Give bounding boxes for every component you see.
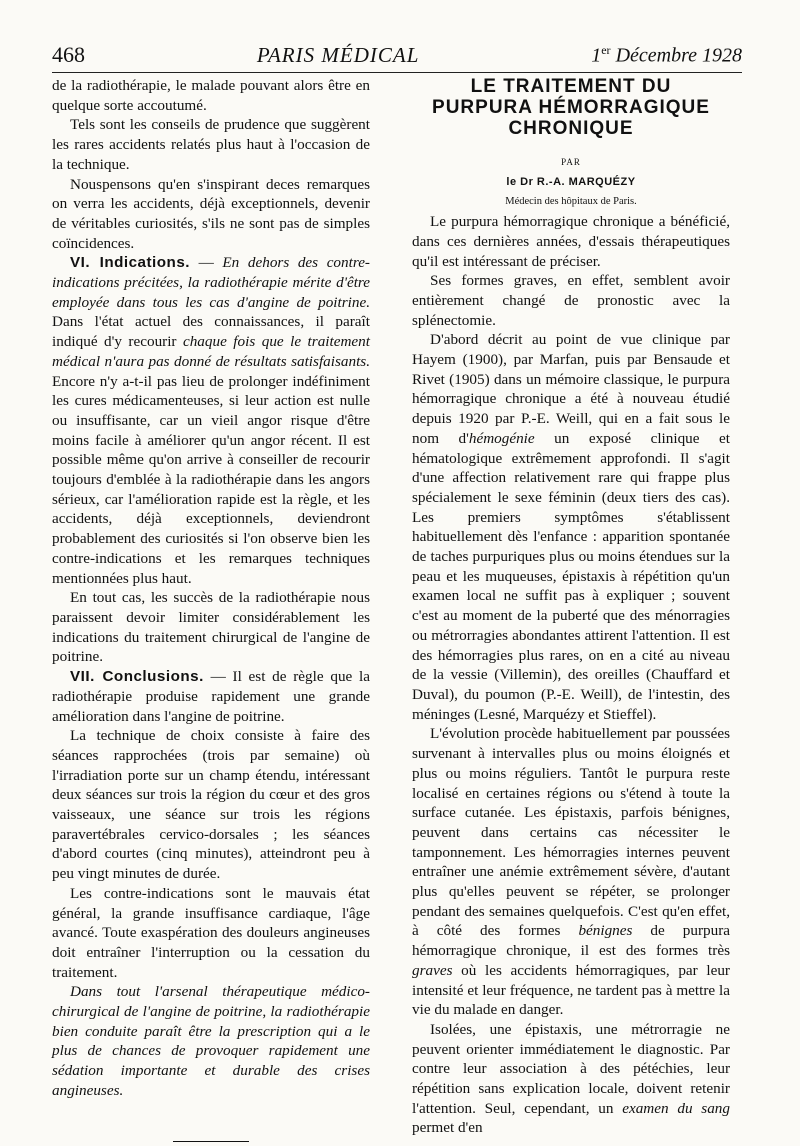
issue-date xyxy=(591,43,742,68)
paragraph: Le purpura hémorragique chronique a bénéficié, dans ces dernières années, d'essais thérapeutiques qu'il est intéressant de préciser. xyxy=(412,213,730,270)
paragraph: Ses formes graves, en effet, semblent avoir entièrement changé de pronostic avec la splénectomie. xyxy=(412,272,730,329)
article-title-line: LE TRAITEMENT DU xyxy=(470,76,672,97)
section-heading: VI. Indications. xyxy=(70,254,190,272)
issue-date-day: 1 xyxy=(591,45,602,67)
emphasis-text: hémogénie xyxy=(468,429,535,447)
body-text: Dans l'état actuel des connaissances, il paraît indiqué d'y recourir xyxy=(52,313,370,351)
body-text: de purpura hémorragique chronique, il est des formes très xyxy=(412,922,730,960)
paragraph: Nouspensons qu'en s'inspirant deces remarques on verra les accidents, déjà exceptionnels, devenir de véritables curiosités, s'ils ne sont pas de simples coïncidences. xyxy=(52,175,370,252)
em-dash: — xyxy=(190,254,223,272)
paragraph: de la radiothérapie, le malade pouvant alors être en quelque sorte accoutumé. xyxy=(52,77,370,114)
paragraph xyxy=(412,724,730,1020)
paragraph xyxy=(412,1020,730,1138)
body-text: — Il est de règle que la radiothérapie produise rapidement une grande amélioration dans l'angine de poitrine. xyxy=(52,668,370,725)
end-rule xyxy=(173,1141,249,1142)
body-text: permet d'en xyxy=(412,1119,483,1137)
article-title-line: PURPURA HÉMORRAGIQUE xyxy=(432,97,710,118)
article-title xyxy=(412,76,730,139)
body-text: L'évolution procède habituellement par poussées survenant à intervalles plus ou moins éloignés et plus ou moins réguliers. Tantôt le purpura reste localisé en certaines régions ou s'étend à toute la surface cutanée. Les épistaxis, parfois bénignes, peuvent dans certains cas nécessiter le tamponnement. Les hémorragies internes peuvent entraîner une anémie extrêmement sévère, d'autant plus qu'elles peuvent se répéter, se prolonger pendant des semaines quelquefois. C'est qu'en effet, à côté des formes xyxy=(412,725,730,940)
byline-par: PAR xyxy=(561,157,581,167)
emphasis-text: examen du sang xyxy=(622,1099,730,1117)
paragraph: Les contre-indications sont le mauvais état général, la grande insuffisance cardiaque, l'âge avancé. Toute exaspération des douleurs angineuses doit entraîner l'interruption ou la cessation du traitement. xyxy=(52,884,370,981)
body-text: Encore n'y a-t-il pas lieu de prolonger indéfiniment les cures médicamenteuses, si leur action est nulle ou insuffisante, car un vieil angor risque d'être moins facile à améliorer qu'un angor récent. Il est possible même qu'on arrive à conseiller de recourir toujours d'emblée à la radiothérapie dans les angors sérieux, car l'amélioration rapide est la règle, et les accidents, déjà exceptionnels, deviendront probablement des curiosités si l'on observe bien les contre-indications et les remarques techniques mentionnées plus haut. xyxy=(52,372,370,587)
running-head xyxy=(52,42,742,73)
section-indications xyxy=(52,253,370,588)
page-number: 468 xyxy=(52,42,85,67)
issue-date-ordinal: er xyxy=(601,43,611,58)
author-name: le Dr R.-A. MARQUÉZY xyxy=(506,175,636,188)
author-affiliation: Médecin des hôpitaux de Paris. xyxy=(505,196,637,208)
body-text: où les accidents hémorragiques, par leur intensité et leur fréquence, ne tardent pas à mettre la vie du malade en danger. xyxy=(412,961,730,1019)
paragraph: La technique de choix consiste à faire des séances rapprochées (trois par semaine) où l'irradiation porte sur un champ étendu, intéressant deux séances sur trois la région du cœur et des gros vaisseaux, une séance sur trois les régions paravertébrales cervico-dorsales ; les séances d'abord courtes (cinq minutes), atteindront peu à peu vingt minutes de durée. xyxy=(52,727,370,883)
emphasis-text: graves xyxy=(412,961,453,979)
emphasis-text: En dehors des contre-indications précitées, la radiothérapie mérite d'être employée dans tous les cas d'angine de poitrine. xyxy=(52,254,370,311)
final-conclusion: Dans tout l'arsenal thérapeutique médico-chirurgical de l'angine de poitrine, la radiothérapie bien conduite paraît être la prescription qui a le plus de chances de provoquer rapidement une sédation importante et durable des crises angineuses. xyxy=(52,983,370,1099)
paragraph xyxy=(412,330,730,724)
paragraph: En tout cas, les succès de la radiothérapie nous paraissent devoir limiter considérablement les indications du traitement chirurgical de l'angine de poitrine. xyxy=(52,589,370,666)
section-conclusions xyxy=(52,667,370,726)
body-text: un exposé clinique et hématologique extrêmement approfondi. Il s'agit d'une affection relativement rare qui frappe plus spécialement le sexe féminin (deux tiers des cas). Les premiers symptômes s'établissent habituellement dès l'enfance : apparition spontanée de taches purpuriques plus ou moins étendues sur la peau et les muqueuses, épistaxis à répétition qu'un examen local ne suffit pas à expliquer ; souvent c'est au moment de la puberté que des ménorragies ou métrorragies abondantes attirent l'attention. Il est des hémorragies plus rares, on en a cité au niveau de la vessie (Villemin), des oreilles (Chauffard et Duval), du poumon (P.-E. Weill), de l'intestin, des méninges (Lesné, Marquézy et Stieffel). xyxy=(412,429,730,723)
article-title-line: CHRONIQUE xyxy=(508,118,634,139)
left-column xyxy=(52,76,370,1142)
paragraph: Tels sont les conseils de prudence que suggèrent les rares accidents relatés plus haut à l'occasion de la technique. xyxy=(52,116,370,173)
emphasis-text: bénignes xyxy=(578,922,633,940)
issue-date-month-year: Décembre 1928 xyxy=(610,45,742,67)
journal-title: PARIS MÉDICAL xyxy=(256,43,420,67)
body-text: Isolées, une épistaxis, une métrorragie ne peuvent orienter immédiatement le diagnostic. Par contre leur association à des pétéchies, leur répétition sans explication locale, doivent retenir l'attention. Seul, cependant, un xyxy=(412,1020,730,1117)
section-heading: VII. Conclusions. xyxy=(70,668,204,686)
emphasis-text: chaque fois que le traitement médical n'aura pas donné de résultats satisfaisants. xyxy=(52,333,370,370)
right-column xyxy=(412,76,730,1138)
body-text: D'abord décrit au point de vue clinique par Hayem (1900), par Marfan, puis par Bensaude et Rivet (1905) dans un mémoire classique, le purpura hémorragique chronique a été à nouveau étudié depuis 1920 par P.-E. Weill, qui en a fait sous le nom d' xyxy=(412,331,730,447)
